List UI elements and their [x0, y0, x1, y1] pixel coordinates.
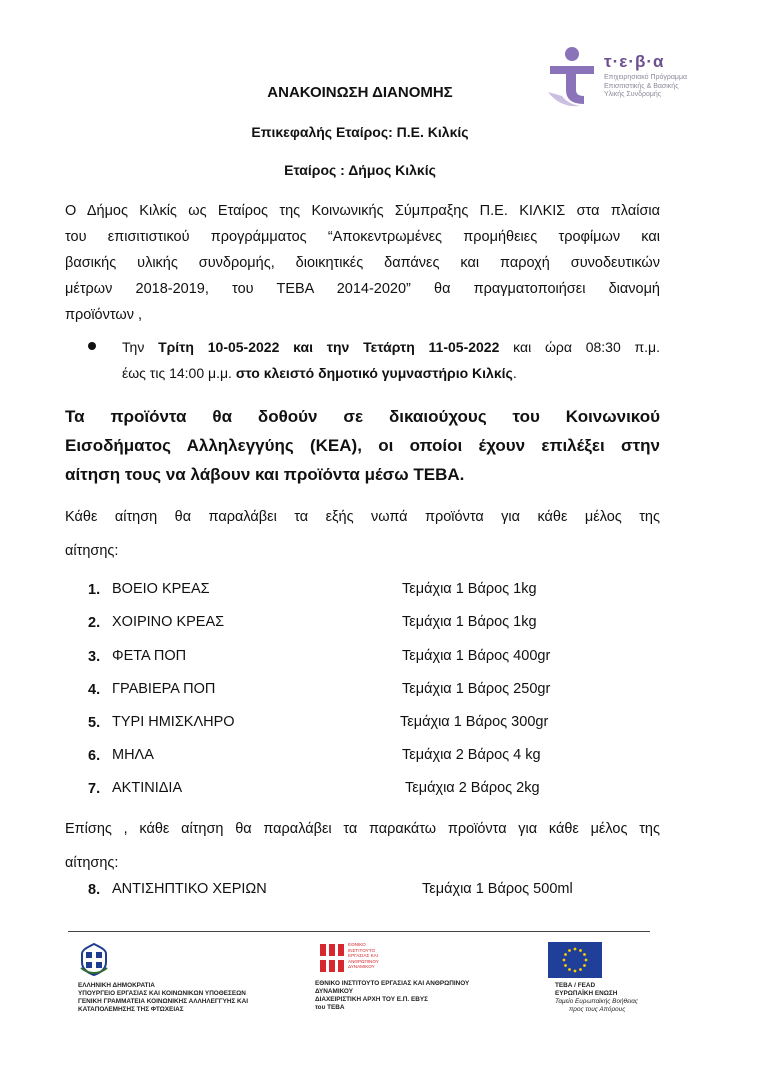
- list-item: 7.: [88, 781, 101, 797]
- item-qty: Τεμάχια 1 Βάρος 300gr: [400, 714, 549, 730]
- eu-flag-icon: [548, 942, 602, 978]
- ministry-caption: ΕΛΛΗΝΙΚΗ ΔΗΜΟΚΡΑΤΙΑ ΥΠΟΥΡΓΕΙΟ ΕΡΓΑΣΙΑΣ ΚΑΙ ΚΟΙΝΩΝΙΚΩΝ ΥΠΟΘΕΣΕΩΝ ΓΕΝΙΚΗ ΓΡΑΜΜΑΤΕΙΑ ΚΟΙΝΩΝΙΚΗΣ ΑΛΛΗΛΕΓΓΥΗΣ ΚΑΙ ΚΑΤΑΠΟΛΕΜΗΣΗΣ ΤΗΣ ΦΤΩΧΕΙΑΣ: [78, 982, 249, 1013]
- item-name: ΤΥΡΙ ΗΜΙΣΚΛΗΡΟ: [112, 714, 235, 730]
- beneficiaries-paragraph: Τα προϊόντα θα δοθούν σε δικαιούχους του Κοινωνικού Εισοδήματος Αλληλεγγύης (ΚΕΑ), οι οποίοι έχουν επιλέξει στην αίτηση τους να λάβουν και προϊόντα μέσω ΤΕΒΑ.: [65, 407, 660, 484]
- item-name: ΑΝΤΙΣΗΠΤΙΚΟ ΧΕΡΙΩΝ: [112, 881, 267, 897]
- schedule-text: Την Τρίτη 10-05-2022 και την Τετάρτη 11-05-2022 και ώρα 08:30 π.μ. έως τις 14:00 μ.μ. στο κλειστό δημοτικό γυμναστήριο Κιλκίς.: [122, 339, 660, 381]
- item-qty: Τεμάχια 1 Βάρος 500ml: [422, 881, 573, 897]
- item-qty: Τεμάχια 2 Βάρος 2kg: [405, 780, 540, 796]
- fresh-intro: Κάθε αίτηση θα παραλάβει τα εξής νωπά προϊόντα για κάθε μέλος της αίτησης:: [65, 509, 660, 559]
- teba-logo: [540, 44, 700, 114]
- lead-partner: Επικεφαλής Εταίρος: Π.Ε. Κιλκίς: [251, 124, 469, 140]
- teba-wordmark: τ·ε·β·α: [604, 52, 665, 71]
- list-item: 4.: [88, 682, 101, 698]
- teba-subtitle: Επιχειρησιακό Πρόγραμμα Επισιτιστικής & Βασικής Υλικής Συνδρομής: [604, 74, 688, 98]
- item-name: ΑΚΤΙΝΙΔΙΑ: [112, 780, 183, 796]
- item-name: ΦΕΤΑ ΠΟΠ: [112, 648, 187, 664]
- item-qty: Τεμάχια 1 Βάρος 1kg: [402, 614, 537, 630]
- intro-paragraph: Ο Δήμος Κιλκίς ως Εταίρος της Κοινωνικής Σύμπραξης Π.Ε. ΚΙΛΚΙΣ στα πλαίσια του επισιτιστικού προγράμματος “Αποκεντρωμένες προμήθειες τροφίμων και βασικής υλικής συνδρομής, διοικητικές δαπάνες και παροχή συνοδευτικών μέτρων 2018-2019, του ΤΕΒΑ 2014-2020” θα πραγματοποιήσει διανομή προϊόντων ,: [65, 203, 660, 323]
- item-name: ΜΗΛΑ: [112, 747, 154, 763]
- institute-logo: ΕΘΝΙΚΟ ΙΝΣΤΙΤΟΥΤΟ ΕΡΓΑΣΙΑΣ ΚΑΙ ΑΝΘΡΩΠΙΝΟΥ ΔΥΝΑΜΙΚΟΥ: [318, 942, 398, 974]
- page-title: ΑΝΑΚΟΙΝΩΣΗ ΔΙΑΝΟΜΗΣ: [267, 84, 453, 101]
- item-qty: Τεμάχια 1 Βάρος 1kg: [402, 581, 537, 597]
- list-item: 5.: [88, 715, 101, 731]
- list-item: 6.: [88, 748, 101, 764]
- eu-caption: ΤΕΒΑ / FEAD ΕΥΡΩΠΑΪΚΗ ΕΝΩΣΗ Ταμείο Ευρωπαϊκής Βοήθειας προς τους Απόρους: [555, 982, 638, 1013]
- list-item: 3.: [88, 649, 101, 665]
- partner: Εταίρος : Δήμος Κιλκίς: [284, 162, 436, 178]
- institute-mark-icon: [318, 942, 346, 974]
- footer-divider: [68, 931, 650, 932]
- greek-emblem-icon: [78, 942, 110, 976]
- list-item: 1.: [88, 582, 101, 598]
- item-qty: Τεμάχια 1 Βάρος 400gr: [402, 648, 551, 664]
- institute-caption: ΕΘΝΙΚΟ ΙΝΣΤΙΤΟΥΤΟ ΕΡΓΑΣΙΑΣ ΚΑΙ ΑΝΘΡΩΠΙΝΟΥ ΔΥΝΑΜΙΚΟΥ ΔΙΑΧΕΙΡΙΣΤΙΚΗ ΑΡΧΗ ΤΟΥ Ε.Π. ΕΒΥΣ του ΤΕΒΑ: [315, 980, 470, 1011]
- bullet-icon: [88, 342, 96, 350]
- list-item: 2.: [88, 615, 101, 631]
- item-name: ΓΡΑΒΙΕΡΑ ΠΟΠ: [112, 681, 216, 697]
- list-item: 8.: [88, 882, 101, 898]
- also-intro: Επίσης , κάθε αίτηση θα παραλάβει τα παρακάτω προϊόντα για κάθε μέλος της αίτησης:: [65, 821, 660, 871]
- item-qty: Τεμάχια 2 Βάρος 4 kg: [402, 747, 541, 763]
- item-name: ΧΟΙΡΙΝΟ ΚΡΕΑΣ: [112, 614, 225, 630]
- item-qty: Τεμάχια 1 Βάρος 250gr: [402, 681, 551, 697]
- item-name: ΒΟΕΙΟ ΚΡΕΑΣ: [112, 581, 210, 597]
